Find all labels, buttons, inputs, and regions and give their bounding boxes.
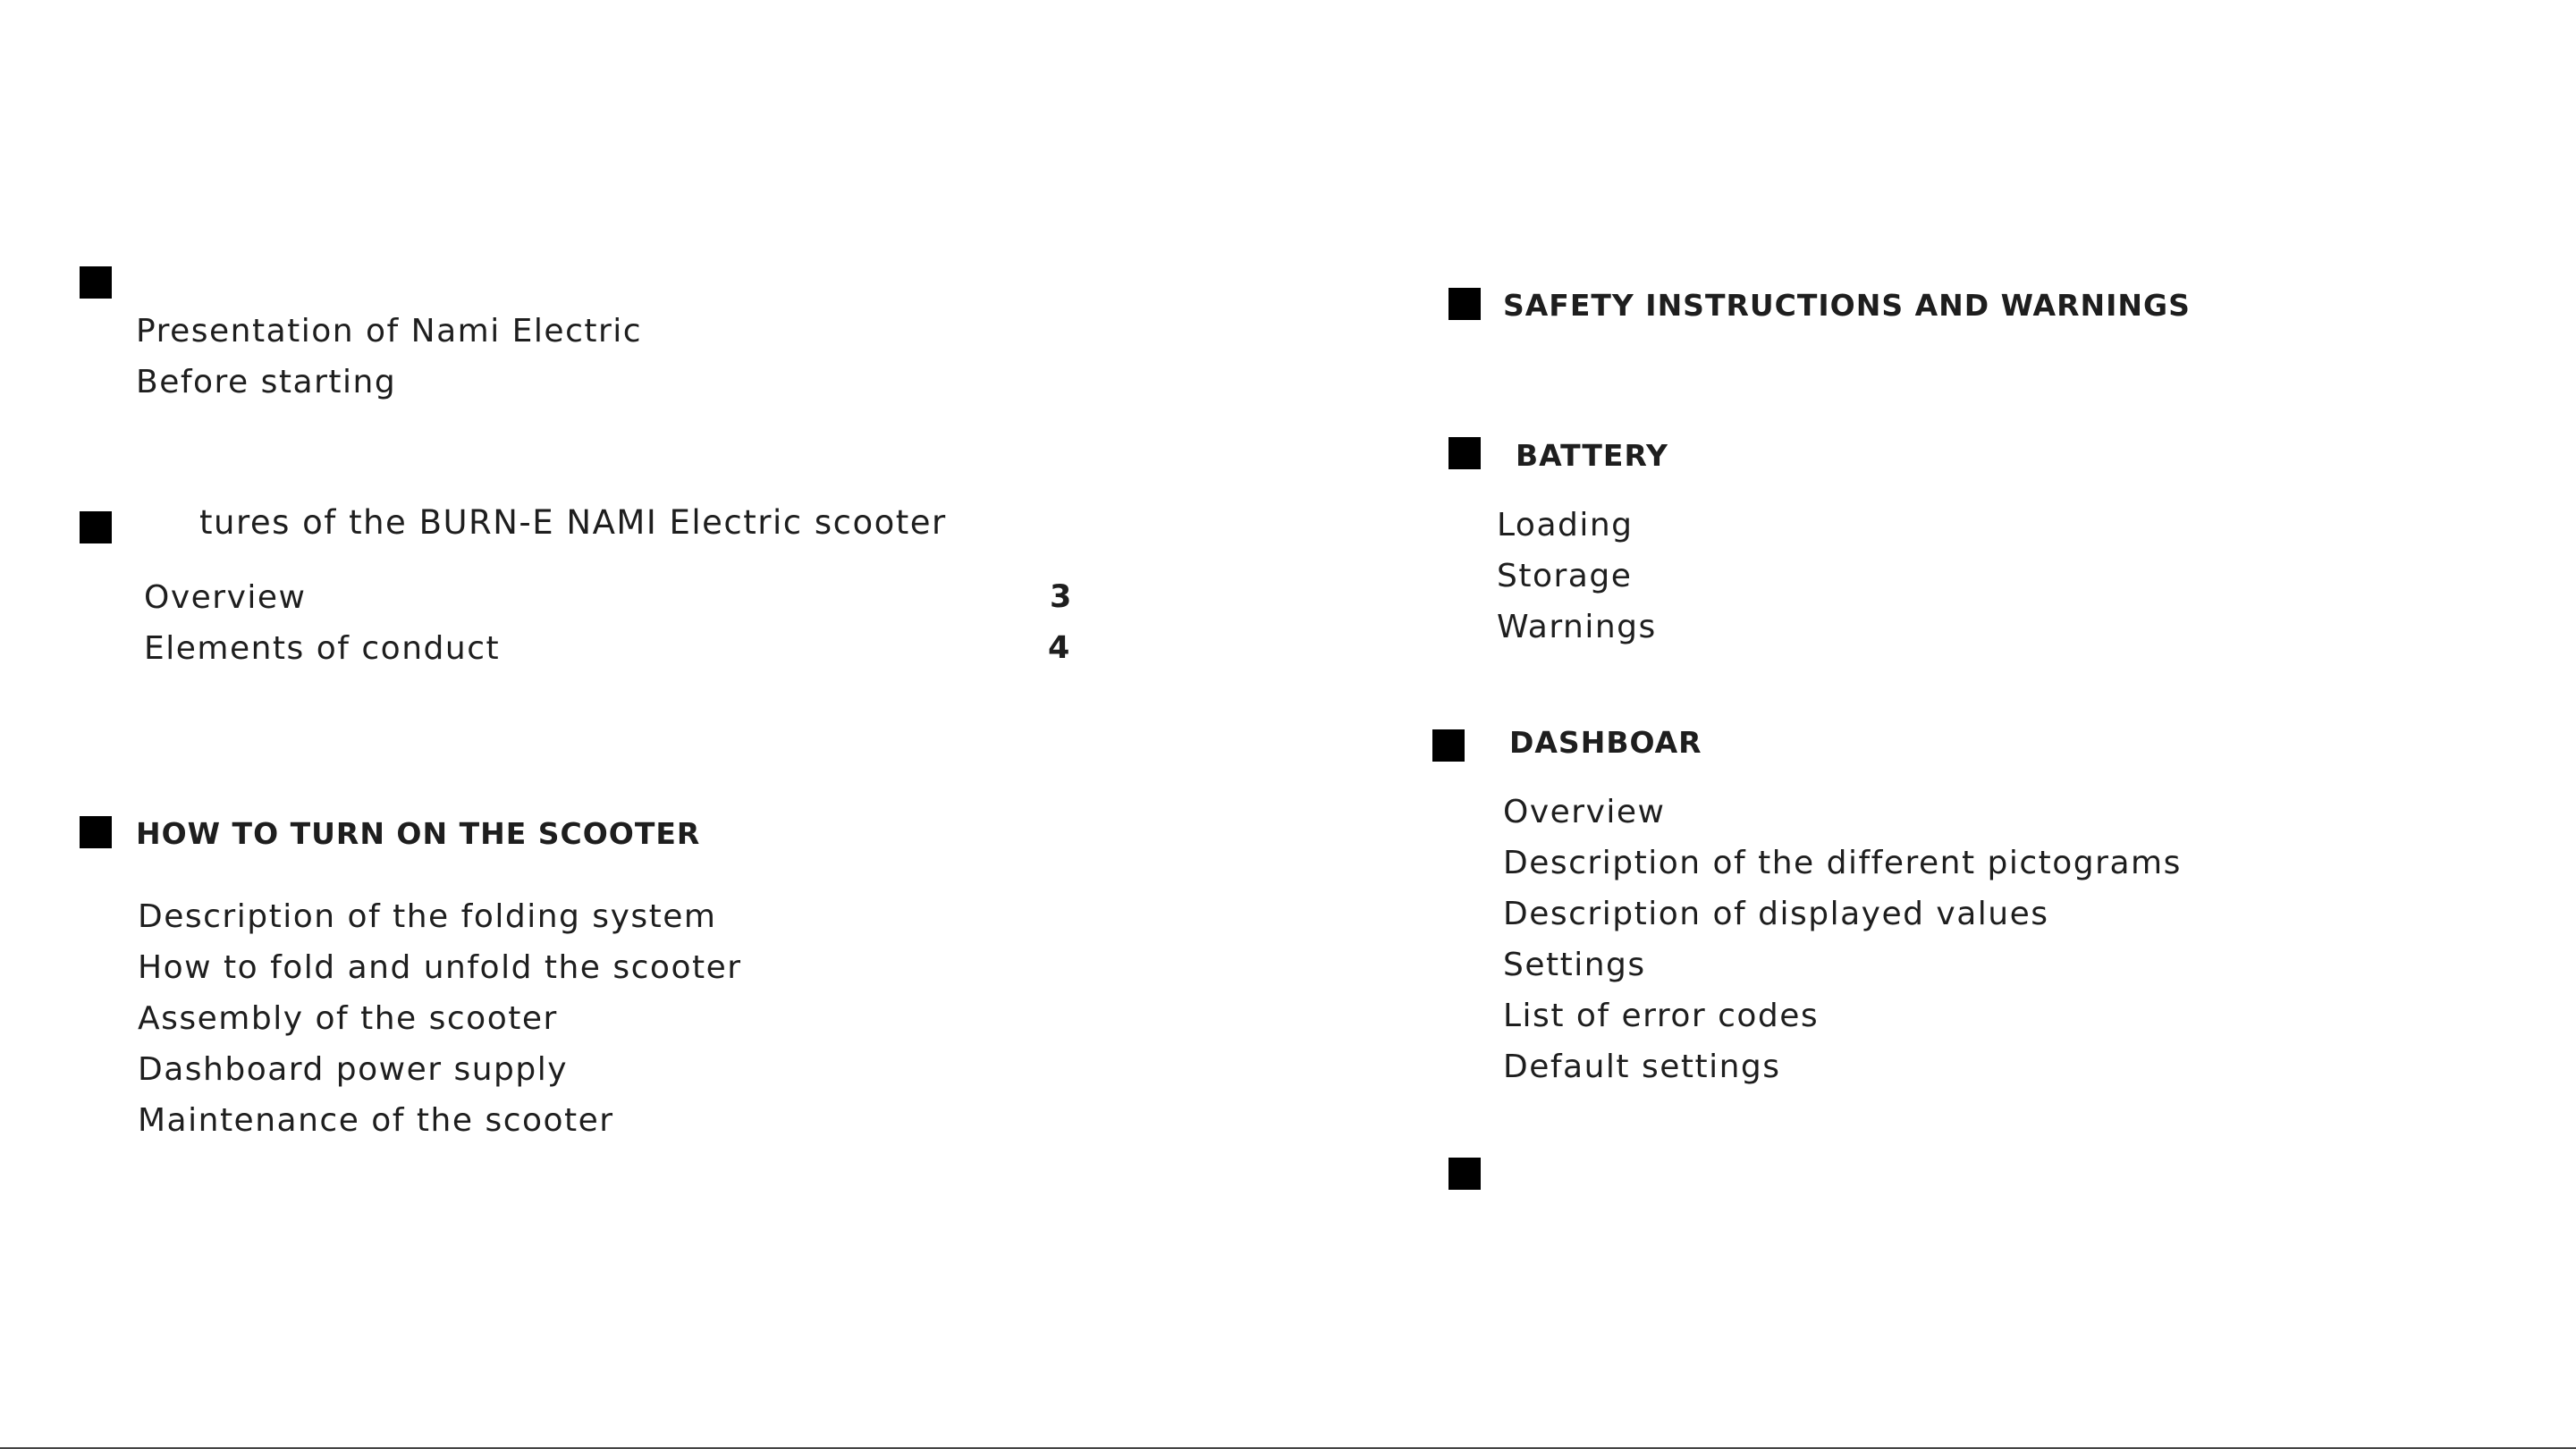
section-bullet-square bbox=[80, 511, 112, 543]
toc-item[interactable]: Before starting bbox=[136, 364, 397, 400]
section-heading[interactable]: SAFETY INSTRUCTIONS AND WARNINGS bbox=[1503, 288, 2191, 323]
toc-item[interactable]: Dashboard power supply bbox=[138, 1051, 569, 1088]
toc-item[interactable]: Maintenance of the scooter bbox=[138, 1102, 614, 1139]
section-heading[interactable]: HOW TO TURN ON THE SCOOTER bbox=[136, 816, 701, 851]
section-heading[interactable]: tures of the BURN-E NAMI Electric scooter bbox=[199, 503, 947, 542]
toc-item[interactable]: Settings bbox=[1503, 947, 1646, 983]
toc-item[interactable]: Warnings bbox=[1497, 609, 1657, 645]
section-bullet-square bbox=[1448, 1158, 1481, 1190]
section-bullet-square bbox=[80, 266, 112, 299]
toc-item[interactable]: Storage bbox=[1497, 558, 1633, 594]
toc-item[interactable]: Description of the folding system bbox=[138, 898, 717, 935]
section-bullet-square bbox=[1432, 729, 1465, 762]
toc-item[interactable]: Loading bbox=[1497, 507, 1634, 543]
section-bullet-square bbox=[1448, 437, 1481, 469]
toc-page-number: 4 bbox=[1048, 630, 1070, 666]
toc-page-number: 3 bbox=[1050, 579, 1072, 615]
section-heading[interactable]: DASHBOAR bbox=[1509, 725, 1702, 760]
toc-item[interactable]: Overview bbox=[144, 579, 307, 616]
section-heading[interactable]: BATTERY bbox=[1516, 438, 1668, 473]
toc-item[interactable]: Description of displayed values bbox=[1503, 896, 2049, 932]
toc-item[interactable]: Assembly of the scooter bbox=[138, 1000, 558, 1037]
toc-item[interactable]: Description of the different pictograms bbox=[1503, 845, 2182, 881]
toc-item[interactable]: How to fold and unfold the scooter bbox=[138, 949, 742, 986]
toc-item[interactable]: Overview bbox=[1503, 794, 1666, 830]
toc-item[interactable]: Presentation of Nami Electric bbox=[136, 313, 643, 350]
toc-item[interactable]: List of error codes bbox=[1503, 998, 1820, 1034]
toc-item[interactable]: Elements of conduct bbox=[144, 630, 501, 667]
section-bullet-square bbox=[1448, 288, 1481, 320]
section-bullet-square bbox=[80, 816, 112, 848]
toc-item[interactable]: Default settings bbox=[1503, 1049, 1781, 1085]
